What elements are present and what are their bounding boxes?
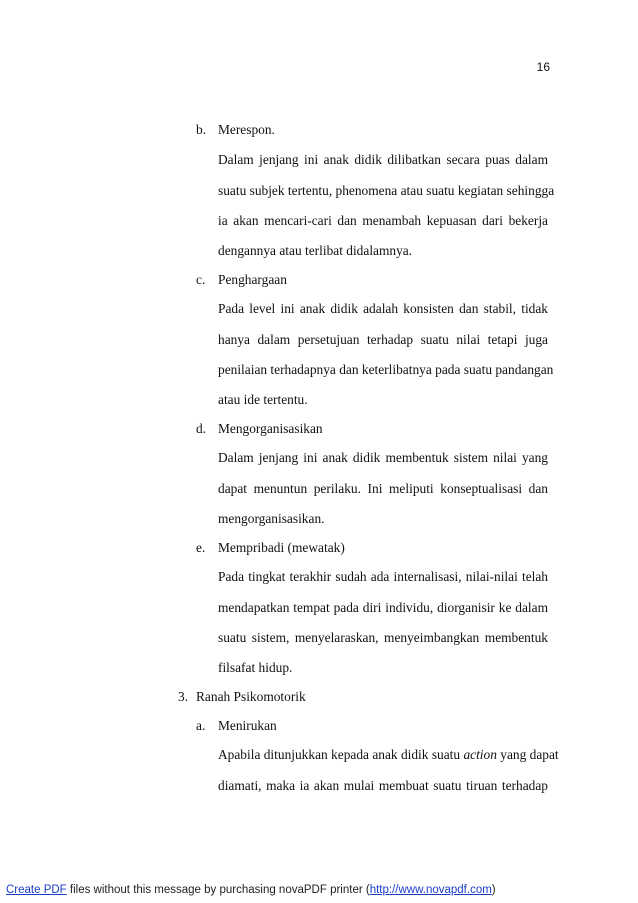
- sub-a-heading: [196, 718, 277, 734]
- item-c-line-3: penilaian terhadapnya dan keterlibatnya pada suatu pandangan: [218, 362, 554, 377]
- item-b-marker: b.: [196, 122, 207, 137]
- novapdf-url-link[interactable]: http://www.novapdf.com: [369, 884, 492, 896]
- item-b-title: Merespon.: [218, 122, 275, 137]
- section-3-marker: 3.: [178, 689, 189, 704]
- item-c-heading: [196, 272, 287, 288]
- item-e-line-4: filsafat hidup.: [218, 660, 293, 675]
- sub-a-line-1-italic: action: [463, 747, 497, 762]
- page-number: 16: [536, 60, 550, 74]
- section-3-title: Ranah Psikomotorik: [196, 689, 306, 704]
- footer-middle-text: files without this message by purchasing novaPDF printer (: [66, 884, 370, 896]
- item-d-line-2: dapat menuntun perilaku. Ini meliputi konseptualisasi dan: [218, 481, 548, 496]
- item-e-title: Mempribadi (mewatak): [218, 540, 345, 555]
- item-d-title: Mengorganisasikan: [218, 421, 323, 436]
- create-pdf-link[interactable]: Create PDF: [6, 884, 67, 896]
- sub-a-marker: a.: [196, 718, 206, 733]
- sub-a-line-1: [218, 747, 559, 763]
- item-d-line-3: mengorganisasikan.: [218, 511, 325, 526]
- item-c-line-2: hanya dalam persetujuan terhadap suatu nilai tetapi juga: [218, 332, 548, 347]
- pdf-footer-message: [6, 884, 496, 896]
- item-b-heading: [196, 122, 275, 138]
- item-b-line-1: Dalam jenjang ini anak didik dilibatkan secara puas dalam: [218, 152, 548, 167]
- item-c-line-4: atau ide tertentu.: [218, 392, 308, 407]
- section-3-heading: [178, 689, 306, 705]
- sub-a-line-2: diamati, maka ia akan mulai membuat suatu tiruan terhadap: [218, 778, 548, 793]
- item-d-marker: d.: [196, 421, 207, 436]
- item-e-line-3: suatu sistem, menyelaraskan, menyeimbangkan membentuk: [218, 630, 548, 645]
- sub-a-title: Menirukan: [218, 718, 277, 733]
- item-e-marker: e.: [196, 540, 206, 555]
- item-d-heading: [196, 421, 323, 437]
- item-e-line-1: Pada tingkat terakhir sudah ada internalisasi, nilai-nilai telah: [218, 569, 548, 584]
- item-b-line-2: suatu subjek tertentu, phenomena atau suatu kegiatan sehingga: [218, 183, 555, 198]
- item-e-line-2: mendapatkan tempat pada diri individu, diorganisir ke dalam: [218, 600, 548, 615]
- sub-a-line-1-before: Apabila ditunjukkan kepada anak didik suatu: [218, 747, 464, 762]
- item-e-heading: [196, 540, 345, 556]
- item-c-title: Penghargaan: [218, 272, 287, 287]
- sub-a-line-1-after: yang dapat: [496, 747, 559, 762]
- item-b-line-3: ia akan mencari-cari dan menambah kepuasan dari bekerja: [218, 213, 548, 228]
- item-c-marker: c.: [196, 272, 206, 287]
- item-d-line-1: Dalam jenjang ini anak didik membentuk sistem nilai yang: [218, 450, 548, 465]
- item-c-line-1: Pada level ini anak didik adalah konsisten dan stabil, tidak: [218, 301, 548, 316]
- item-b-line-4: dengannya atau terlibat didalamnya.: [218, 243, 413, 258]
- footer-end-text: ): [491, 884, 496, 896]
